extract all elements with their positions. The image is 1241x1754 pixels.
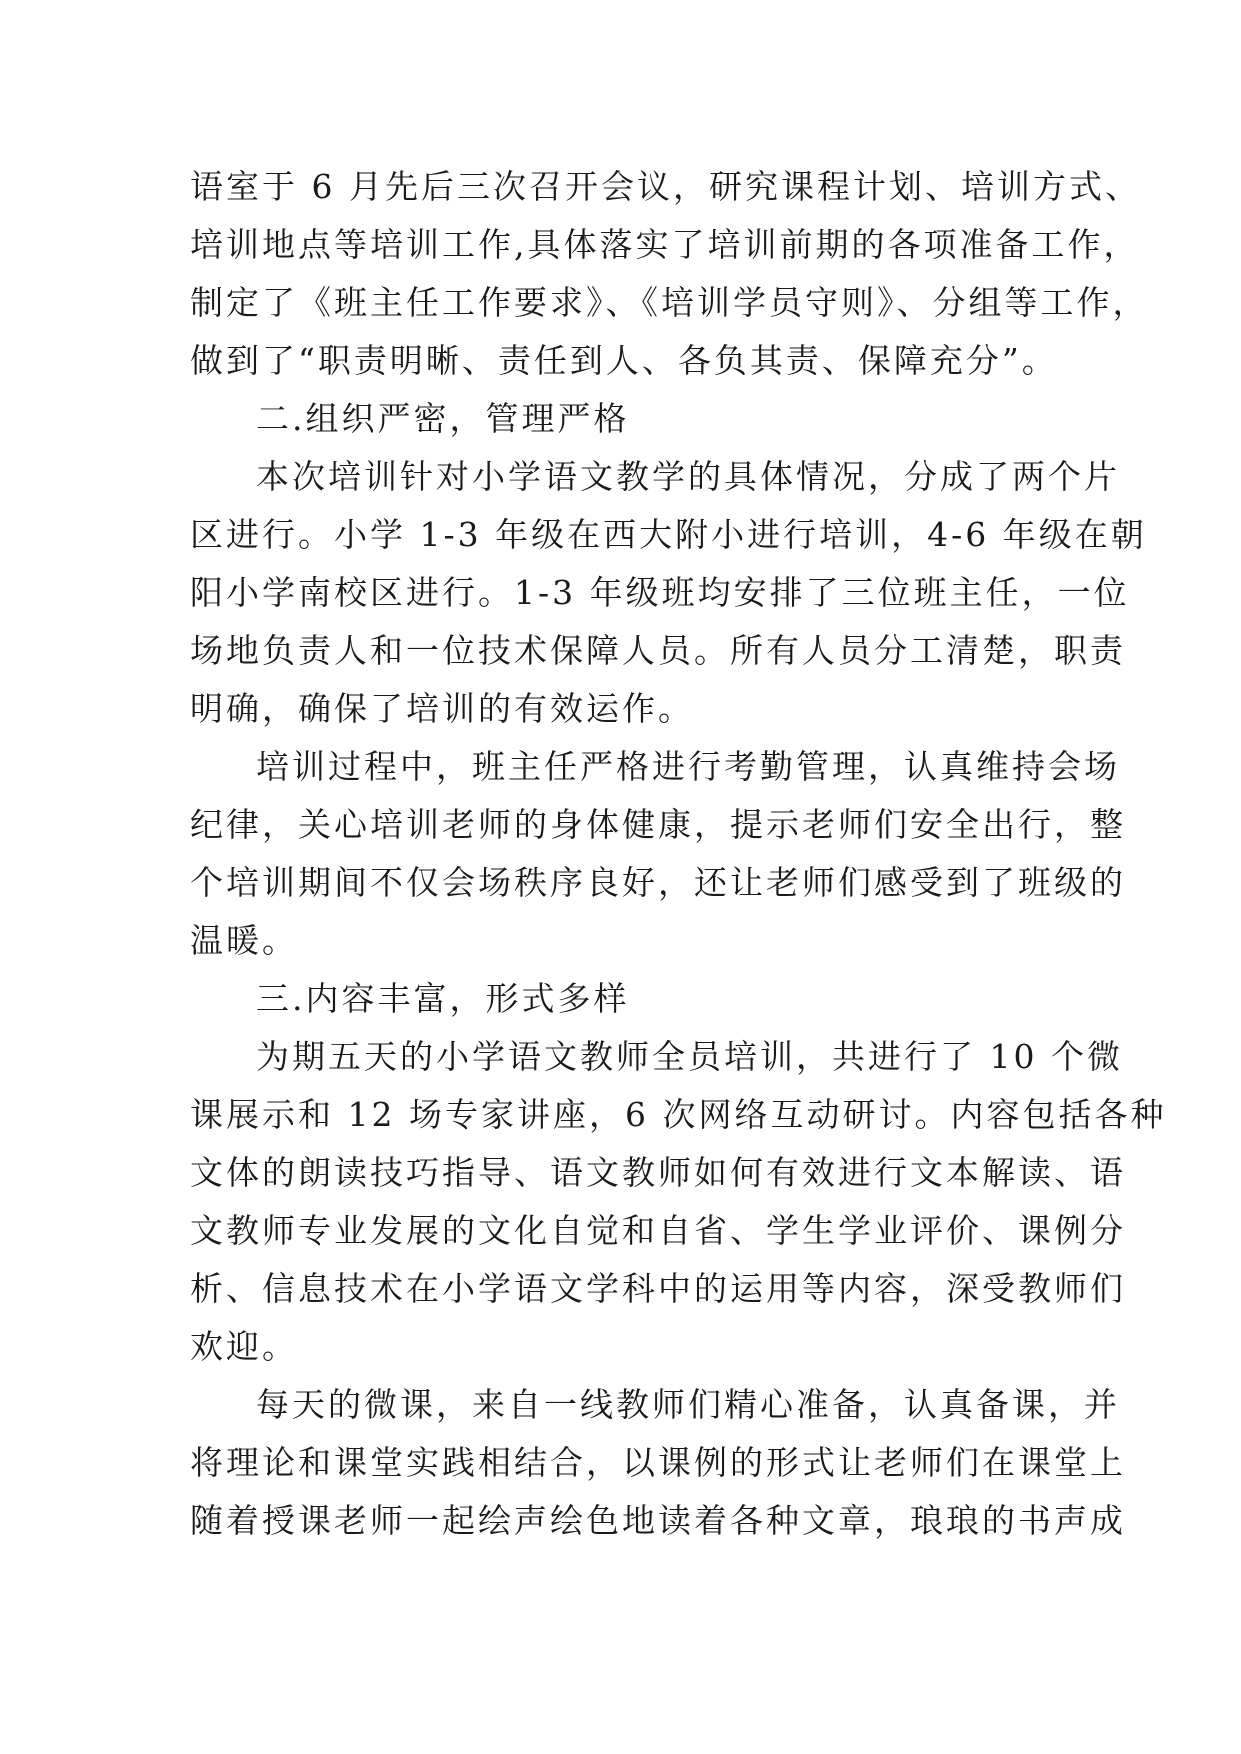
text-line: 做到了“职责明晰、责任到人、各负其责、保障充分”。 [190, 341, 1058, 380]
text-line: 明确，确保了培训的有效运作。 [190, 689, 694, 728]
text-line: 个培训期间不仅会场秩序良好，还让老师们感受到了班级的 [190, 863, 1126, 902]
text-line: 区进行。小学 1-3 年级在西大附小进行培训，4-6 年级在朝 [190, 515, 1147, 554]
text-line: 纪律，关心培训老师的身体健康，提示老师们安全出行，整 [190, 805, 1126, 844]
text-line: 文教师专业发展的文化自觉和自省、学生学业评价、课例分 [190, 1211, 1126, 1250]
text-line: 培训过程中，班主任严格进行考勤管理，认真维持会场 [256, 747, 1120, 786]
text-line: 温暖。 [190, 921, 298, 960]
text-line: 语室于 6 月先后三次召开会议，研究课程计划、培训方式、 [190, 167, 1141, 206]
text-line: 每天的微课，来自一线教师们精心准备，认真备课，并 [256, 1385, 1120, 1424]
text-line: 随着授课老师一起绘声绘色地读着各种文章，琅琅的书声成 [190, 1501, 1126, 1540]
text-line: 场地负责人和一位技术保障人员。所有人员分工清楚，职责 [190, 631, 1126, 670]
text-line: 文体的朗读技巧指导、语文教师如何有效进行文本解读、语 [190, 1153, 1126, 1192]
section-heading: 三.内容丰富，形式多样 [256, 979, 630, 1018]
text-line: 析、信息技术在小学语文学科中的运用等内容，深受教师们 [190, 1269, 1126, 1308]
section-heading: 二.组织严密，管理严格 [256, 399, 630, 438]
text-line: 将理论和课堂实践相结合，以课例的形式让老师们在课堂上 [190, 1443, 1126, 1482]
document-body [190, 158, 1167, 1550]
text-line: 为期五天的小学语文教师全员培训，共进行了 10 个微 [256, 1037, 1123, 1076]
text-line: 欢迎。 [190, 1327, 298, 1366]
text-line: 本次培训针对小学语文教学的具体情况，分成了两个片 [256, 457, 1120, 496]
text-line: 阳小学南校区进行。1-3 年级班均安排了三位班主任，一位 [190, 573, 1130, 612]
text-line: 培训地点等培训工作,具体落实了培训前期的各项准备工作， [190, 225, 1140, 264]
text-line: 制定了《班主任工作要求》、《培训学员守则》、分组等工作， [190, 283, 1149, 322]
text-line: 课展示和 12 场专家讲座，6 次网络互动研讨。内容包括各种 [190, 1095, 1167, 1134]
